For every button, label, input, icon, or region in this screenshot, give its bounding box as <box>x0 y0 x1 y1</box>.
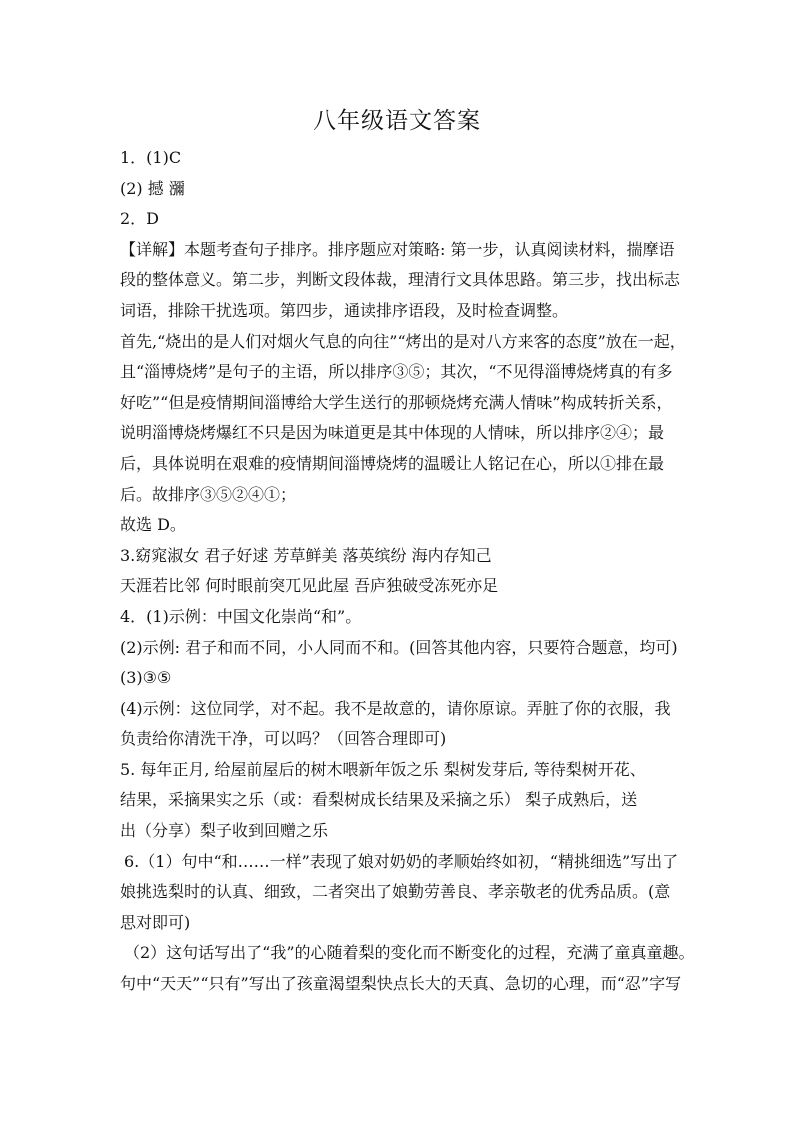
answer-line: 结果，采摘果实之乐（或：看梨树成长结果及采摘之乐） 梨子成熟后，送 <box>120 790 638 810</box>
answer-body <box>120 143 695 1000</box>
answer-line: （2）这句话写出了“我”的心随着梨的变化而不断变化的过程，充满了童真童趣。 <box>124 943 695 963</box>
answer-line: 【详解】本题考查句子排序。排序题应对策略: 第一步，认真阅读材料，揣摩语 <box>120 239 675 259</box>
answer-line: 出（分享）梨子收到回赠之乐 <box>120 821 329 841</box>
answer-line: 5. 每年正月, 给屋前屋后的树木喂新年饭之乐 梨树发芽后, 等待梨树开花、 <box>120 759 646 779</box>
answer-line: 负责给你清洗干净，可以吗？（回答合理即可) <box>120 729 447 749</box>
answer-line: 首先,“烧出的是人们对烟火气息的向往”“烤出的是对八方来客的态度”放在一起， <box>120 331 686 351</box>
answer-line: 后，具体说明在艰难的疫情期间淄博烧烤的温暖让人铭记在心，所以①排在最 <box>120 453 665 473</box>
page-title: 八年级语文答案 <box>313 108 481 134</box>
answer-line: 句中“天天”“只有”写出了孩童渴望梨快点长大的天真、急切的心理，而“忍”字写 <box>120 974 682 994</box>
answer-line: 段的整体意义。第二步，判断文段体裁，理清行文具体思路。第三步，找出标志 <box>120 270 681 290</box>
answer-line: 后。故排序③⑤②④①； <box>120 484 297 504</box>
answer-line: 2．D <box>120 209 160 229</box>
answer-line: (2) 撼 瀰 <box>120 178 185 198</box>
answer-line: 娘挑选梨时的认真、细致，二者突出了娘勤劳善良、孝亲敬老的优秀品质。(意 <box>120 882 671 902</box>
answer-line: 3.窈窕淑女 君子好逑 芳草鲜美 落英缤纷 海内存知己 <box>120 545 492 565</box>
answer-line: 4．(1)示例：中国文化崇尚“和”。 <box>120 606 362 626</box>
answer-line: 且“淄博烧烤”是句子的主语，所以排序③⑤；其次，“不见得淄博烧烤真的有多 <box>120 362 673 382</box>
answer-line: 1．(1)C <box>120 148 182 167</box>
answer-line: (4)示例：这位同学，对不起。我不是故意的，请你原谅。弄脏了你的衣服，我 <box>120 698 671 718</box>
answer-line: 思对即可) <box>120 912 191 932</box>
answer-line: (3)③⑤ <box>120 668 172 688</box>
answer-line: 6.（1）句中“和……一样”表现了娘对奶奶的孝顺始终如初，“精挑细选”写出了 <box>124 851 679 871</box>
answer-line: 故选 D。 <box>120 515 186 535</box>
answer-line: (2)示例: 君子和而不同，小人同而不和。(回答其他内容，只要符合题意，均可) <box>120 637 678 657</box>
answer-line: 天涯若比邻 何时眼前突兀见此屋 吾庐独破受冻死亦足 <box>120 576 499 596</box>
answer-line: 好吃”“但是疫情期间淄博给大学生送行的那顿烧烤充满人情味”构成转折关系， <box>120 392 673 412</box>
answer-line: 说明淄博烧烤爆红不只是因为味道更是其中体现的人情味，所以排序②④；最 <box>120 423 665 443</box>
answer-line: 词语，排除干扰选项。第四步，通读排序语段，及时检查调整。 <box>120 300 569 320</box>
